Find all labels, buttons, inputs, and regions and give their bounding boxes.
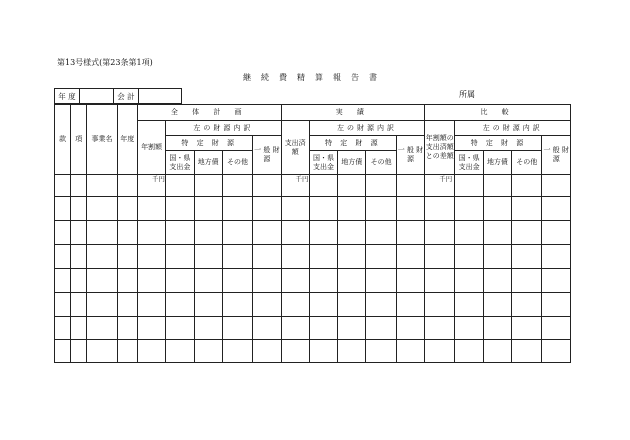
table-cell[interactable]: [425, 340, 455, 363]
zentai-uchiwake: 左の財源内訳: [166, 121, 281, 136]
table-cell[interactable]: [281, 340, 309, 363]
table-row: [55, 175, 571, 197]
table-row: [55, 293, 571, 317]
unit-label: 千円: [137, 175, 165, 197]
hikaku-kokuken: 国・県支出金: [455, 151, 483, 175]
table-cell[interactable]: [281, 245, 309, 269]
table-row: [55, 269, 571, 293]
table-cell[interactable]: [542, 175, 571, 197]
group-jisseki: 実 績: [281, 105, 425, 121]
col-kan: 款: [55, 105, 71, 175]
table-cell[interactable]: [512, 340, 542, 363]
table-cell[interactable]: [166, 245, 194, 269]
hikaku-sonota: その他: [512, 151, 542, 175]
table-cell[interactable]: [425, 293, 455, 317]
hikaku-tokutei: 特 定 財 源: [455, 136, 542, 151]
hikaku-uchiwake: 左の財源内訳: [455, 121, 571, 136]
table-cell[interactable]: [117, 340, 137, 363]
col-kou: 項: [71, 105, 87, 175]
table-cell[interactable]: [309, 221, 337, 245]
table-cell[interactable]: [483, 197, 511, 221]
table-cell[interactable]: [542, 340, 571, 363]
zentai-tokutei: 特 定 財 源: [166, 136, 253, 151]
table-cell[interactable]: [117, 269, 137, 293]
table-cell[interactable]: [512, 293, 542, 317]
table-cell[interactable]: [366, 175, 396, 197]
table-cell[interactable]: [194, 197, 222, 221]
table-cell[interactable]: [366, 293, 396, 317]
table-cell[interactable]: [483, 245, 511, 269]
table-cell[interactable]: [396, 221, 424, 245]
jisseki-chihousai: 地方債: [338, 151, 366, 175]
table-cell[interactable]: [309, 197, 337, 221]
table-row: [55, 197, 571, 221]
table-cell[interactable]: [309, 340, 337, 363]
table-cell[interactable]: [137, 293, 165, 317]
table-cell[interactable]: [166, 197, 194, 221]
table-cell[interactable]: [55, 221, 71, 245]
col-nenwari-diff: 年割額の支出済額との差額: [425, 121, 455, 175]
table-cell[interactable]: [222, 269, 252, 293]
jisseki-sonota: その他: [366, 151, 396, 175]
jisseki-kokuken: 国・県支出金: [309, 151, 337, 175]
table-cell[interactable]: [55, 245, 71, 269]
table-cell[interactable]: [117, 197, 137, 221]
table-cell[interactable]: [253, 269, 281, 293]
table-cell[interactable]: [137, 221, 165, 245]
table-cell[interactable]: [222, 317, 252, 340]
table-cell[interactable]: [455, 317, 483, 340]
table-cell[interactable]: [253, 317, 281, 340]
table-cell[interactable]: [55, 197, 71, 221]
table-cell[interactable]: [338, 221, 366, 245]
table-cell[interactable]: [222, 175, 252, 197]
table-cell[interactable]: [542, 317, 571, 340]
table-cell[interactable]: [396, 245, 424, 269]
table-cell[interactable]: [166, 221, 194, 245]
form-reference: 第13号様式(第23条第1項): [57, 58, 153, 67]
table-cell[interactable]: [396, 197, 424, 221]
table-cell[interactable]: [137, 245, 165, 269]
table-cell[interactable]: [366, 340, 396, 363]
year-field[interactable]: [80, 89, 114, 103]
table-cell[interactable]: [87, 175, 117, 197]
table-cell[interactable]: [425, 197, 455, 221]
header-fields: [54, 88, 182, 104]
table-cell[interactable]: [117, 317, 137, 340]
table-row: [55, 245, 571, 269]
table-cell[interactable]: [425, 269, 455, 293]
hikaku-ippan: 一 般 財 源: [542, 136, 571, 175]
table-cell[interactable]: [338, 245, 366, 269]
table-cell[interactable]: [194, 221, 222, 245]
table-cell[interactable]: [309, 269, 337, 293]
table-cell[interactable]: [366, 245, 396, 269]
table-cell[interactable]: [166, 317, 194, 340]
table-cell[interactable]: [253, 221, 281, 245]
table-cell[interactable]: [483, 269, 511, 293]
account-label: 会 計: [114, 89, 139, 103]
table-cell[interactable]: [253, 245, 281, 269]
jisseki-ippan: 一 般 財 源: [396, 136, 424, 175]
unit-label: 千円: [281, 175, 309, 197]
table-cell[interactable]: [338, 175, 366, 197]
table-cell[interactable]: [281, 221, 309, 245]
table-cell[interactable]: [542, 197, 571, 221]
table-cell[interactable]: [55, 293, 71, 317]
table-cell[interactable]: [542, 269, 571, 293]
jisseki-tokutei: 特 定 財 源: [309, 136, 396, 151]
table-cell[interactable]: [455, 175, 483, 197]
table-cell[interactable]: [71, 197, 87, 221]
table-cell[interactable]: [166, 293, 194, 317]
table-cell[interactable]: [55, 175, 71, 197]
table-cell[interactable]: [137, 340, 165, 363]
table-cell[interactable]: [542, 245, 571, 269]
table-cell[interactable]: [455, 293, 483, 317]
table-cell[interactable]: [309, 245, 337, 269]
col-jigyo: 事業名: [87, 105, 117, 175]
table-cell[interactable]: [222, 245, 252, 269]
table-cell[interactable]: [87, 197, 117, 221]
table-cell[interactable]: [425, 245, 455, 269]
table-cell[interactable]: [87, 340, 117, 363]
zentai-kokuken: 国・県支出金: [166, 151, 194, 175]
table-cell[interactable]: [309, 317, 337, 340]
table-row: [55, 221, 571, 245]
table-cell[interactable]: [512, 245, 542, 269]
table-cell[interactable]: [194, 245, 222, 269]
table-cell[interactable]: [253, 340, 281, 363]
table-cell[interactable]: [71, 245, 87, 269]
table-cell[interactable]: [396, 293, 424, 317]
table-cell[interactable]: [71, 269, 87, 293]
zentai-chihousai: 地方債: [194, 151, 222, 175]
table-cell[interactable]: [194, 269, 222, 293]
table-cell[interactable]: [338, 340, 366, 363]
col-shishutsu: 支出済額: [281, 121, 309, 175]
table-cell[interactable]: [166, 175, 194, 197]
zentai-sonota: その他: [222, 151, 252, 175]
table-cell[interactable]: [194, 175, 222, 197]
table-cell[interactable]: [396, 175, 424, 197]
table-cell[interactable]: [71, 293, 87, 317]
table-cell[interactable]: [483, 340, 511, 363]
group-hikaku: 比 較: [425, 105, 571, 121]
table-cell[interactable]: [512, 221, 542, 245]
table-cell[interactable]: [117, 245, 137, 269]
table-cell[interactable]: [117, 293, 137, 317]
table-cell[interactable]: [253, 175, 281, 197]
table-cell[interactable]: [281, 293, 309, 317]
department-label: 所属: [459, 90, 475, 99]
table-cell[interactable]: [194, 317, 222, 340]
table-cell[interactable]: [512, 197, 542, 221]
table-cell[interactable]: [455, 245, 483, 269]
table-cell[interactable]: [425, 221, 455, 245]
table-cell[interactable]: [425, 317, 455, 340]
document-title: 継続費精算報告書: [243, 73, 387, 82]
table-cell[interactable]: [222, 221, 252, 245]
group-zentai: 全 体 計 画: [137, 105, 281, 121]
table-cell[interactable]: [222, 197, 252, 221]
table-cell[interactable]: [542, 221, 571, 245]
hikaku-chihousai: 地方債: [483, 151, 511, 175]
table-cell[interactable]: [253, 197, 281, 221]
table-cell[interactable]: [396, 317, 424, 340]
table-cell[interactable]: [338, 269, 366, 293]
table-cell[interactable]: [281, 317, 309, 340]
table-cell[interactable]: [117, 221, 137, 245]
table-cell[interactable]: [222, 293, 252, 317]
table-cell[interactable]: [87, 221, 117, 245]
table-cell[interactable]: [281, 269, 309, 293]
settlement-table: [54, 104, 571, 363]
table-cell[interactable]: [483, 221, 511, 245]
table-cell[interactable]: [455, 269, 483, 293]
table-cell[interactable]: [55, 269, 71, 293]
account-field[interactable]: [139, 89, 172, 103]
table-cell[interactable]: [87, 269, 117, 293]
table-cell[interactable]: [396, 340, 424, 363]
table-cell[interactable]: [137, 269, 165, 293]
table-cell[interactable]: [309, 293, 337, 317]
table-cell[interactable]: [512, 175, 542, 197]
table-cell[interactable]: [166, 340, 194, 363]
table-cell[interactable]: [396, 269, 424, 293]
unit-label: 千円: [425, 175, 455, 197]
year-label: 年 度: [55, 89, 80, 103]
table-cell[interactable]: [338, 317, 366, 340]
table-cell[interactable]: [483, 293, 511, 317]
table-cell[interactable]: [366, 269, 396, 293]
table-cell[interactable]: [512, 317, 542, 340]
table-cell[interactable]: [71, 221, 87, 245]
table-cell[interactable]: [55, 317, 71, 340]
table-cell[interactable]: [512, 269, 542, 293]
table-cell[interactable]: [483, 175, 511, 197]
table-cell[interactable]: [71, 317, 87, 340]
table-cell[interactable]: [71, 340, 87, 363]
table-cell[interactable]: [309, 175, 337, 197]
table-row: [55, 317, 571, 340]
table-cell[interactable]: [194, 340, 222, 363]
table-cell[interactable]: [117, 175, 137, 197]
table-cell[interactable]: [281, 197, 309, 221]
table-cell[interactable]: [166, 269, 194, 293]
col-nendo: 年度: [117, 105, 137, 175]
table-cell[interactable]: [366, 317, 396, 340]
table-cell[interactable]: [455, 197, 483, 221]
table-cell[interactable]: [137, 317, 165, 340]
table-cell[interactable]: [338, 293, 366, 317]
table-cell[interactable]: [222, 340, 252, 363]
zentai-ippan: 一 般 財 源: [253, 136, 281, 175]
table-row: [55, 340, 571, 363]
table-cell[interactable]: [87, 317, 117, 340]
table-cell[interactable]: [542, 293, 571, 317]
table-cell[interactable]: [55, 340, 71, 363]
table-cell[interactable]: [71, 175, 87, 197]
table-cell[interactable]: [483, 317, 511, 340]
table-cell[interactable]: [137, 197, 165, 221]
table-cell[interactable]: [87, 293, 117, 317]
table-cell[interactable]: [455, 221, 483, 245]
table-cell[interactable]: [87, 245, 117, 269]
jisseki-uchiwake: 左の財源内訳: [309, 121, 424, 136]
table-cell[interactable]: [253, 293, 281, 317]
table-cell[interactable]: [194, 293, 222, 317]
table-cell[interactable]: [366, 221, 396, 245]
table-cell[interactable]: [338, 197, 366, 221]
table-cell[interactable]: [455, 340, 483, 363]
table-cell[interactable]: [366, 197, 396, 221]
col-nenwari: 年割額: [137, 121, 165, 175]
